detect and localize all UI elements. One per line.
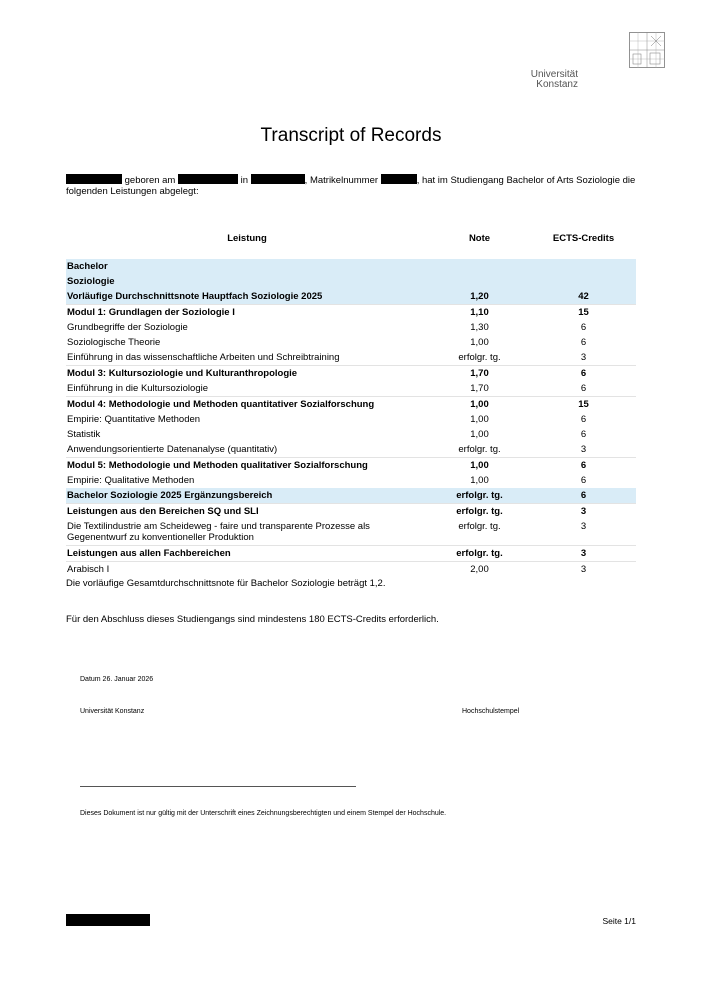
intro-rest-text: , hat im Studiengang Bachelor of Arts Soziologie die folgenden Leistungen abgelegt: (66, 175, 636, 197)
row-label: Einführung in die Kultursoziologie (67, 383, 209, 394)
row-label: Grundbegriffe der Soziologie (67, 322, 188, 333)
row-ects: 42 (531, 289, 636, 305)
row-grade: 1,70 (470, 383, 489, 394)
row-ects: 3 (531, 562, 636, 578)
table-row (66, 381, 636, 397)
redacted-footer-id (66, 914, 150, 926)
table-row (66, 504, 636, 520)
redacted-name (66, 174, 122, 184)
row-ects: 3 (531, 504, 636, 520)
table-row (66, 289, 636, 305)
table-row (66, 320, 636, 335)
row-label: Modul 5: Methodologie und Methoden qualitativer Sozialforschung (66, 458, 428, 474)
document-title: Transcript of Records (260, 125, 442, 146)
table-row (66, 350, 636, 366)
row-ects: 6 (531, 366, 636, 382)
table-row (66, 305, 636, 321)
born-text: geboren am (124, 175, 176, 186)
matrikel-text: , Matrikelnummer (304, 175, 379, 186)
row-label: Leistungen aus allen Fachbereichen (66, 546, 428, 562)
page-number: Seite 1/1 (602, 916, 636, 926)
row-grade: erfolgr. tg. (458, 352, 501, 363)
row-grade: 1,00 (428, 458, 531, 474)
row-grade: erfolgr. tg. (458, 521, 501, 532)
table-row (66, 458, 636, 474)
grades-table-body (66, 251, 636, 577)
row-ects: 3 (531, 546, 636, 562)
logo-line-2: Konstanz (536, 79, 578, 90)
row-label: Die Textilindustrie am Scheideweg - faire und transparente Prozesse als Gegenentwurf zu konventioneller Produktion (67, 521, 370, 543)
table-row (66, 546, 636, 562)
average-note: Die vorläufige Gesamtdurchschnittsnote für Bachelor Soziologie beträgt 1,2. (66, 578, 386, 589)
row-label: Soziologische Theorie (67, 337, 161, 348)
row-label: Anwendungsorientierte Datenanalyse (quantitativ) (67, 444, 278, 455)
row-label: Modul 1: Grundlagen der Soziologie I (66, 305, 428, 321)
stamp-label: Hochschulstempel (462, 708, 520, 715)
row-label: Modul 4: Methodologie und Methoden quantitativer Sozialforschung (66, 397, 428, 413)
signature-issuer: Universität Konstanz (80, 708, 145, 715)
row-label: Soziologie (66, 274, 428, 289)
table-row (66, 335, 636, 350)
row-label: Bachelor Soziologie 2025 Ergänzungsbereich (66, 488, 428, 504)
table-row (66, 473, 636, 488)
table-row (66, 259, 636, 274)
row-grade: 1,00 (470, 414, 489, 425)
row-grade: 1,00 (428, 397, 531, 413)
row-ects: 6 (531, 458, 636, 474)
table-row (66, 274, 636, 289)
row-label: Statistik (67, 429, 101, 440)
redacted-birthplace (251, 174, 305, 184)
row-ects: 3 (580, 521, 587, 532)
table-row (66, 519, 636, 546)
in-text: in (240, 175, 249, 186)
table-row (66, 562, 636, 578)
row-ects: 6 (580, 383, 587, 394)
row-ects: 6 (580, 475, 587, 486)
row-ects: 3 (580, 352, 587, 363)
row-label: Vorläufige Durchschnittsnote Hauptfach Soziologie 2025 (66, 289, 428, 305)
row-grade: 1,00 (470, 337, 489, 348)
row-ects: 6 (580, 414, 587, 425)
row-ects: 15 (531, 397, 636, 413)
row-label: Bachelor (66, 259, 428, 274)
table-row (66, 366, 636, 382)
redacted-birthdate (178, 174, 238, 184)
row-grade: 1,00 (470, 429, 489, 440)
intro-paragraph (66, 174, 636, 197)
row-label: Arabisch I (66, 562, 428, 578)
row-label: Einführung in das wissenschaftliche Arbeiten und Schreibtraining (67, 352, 340, 363)
row-ects (531, 259, 636, 274)
row-grade: erfolgr. tg. (428, 546, 531, 562)
row-label: Leistungen aus den Bereichen SQ und SLI (66, 504, 428, 520)
table-row (66, 397, 636, 413)
row-grade (428, 274, 531, 289)
header-leistung: Leistung (227, 233, 267, 244)
logo-line-1: Universität (530, 69, 578, 80)
row-grade: 1,30 (470, 322, 489, 333)
row-ects: 3 (580, 444, 587, 455)
header-note: Note (468, 233, 491, 244)
row-label: Empirie: Qualitative Methoden (67, 475, 195, 486)
university-logo (530, 30, 640, 90)
validity-note: Dieses Dokument ist nur gültig mit der Unterschrift eines Zeichnungsberechtigten und einem Stempel der Hochschule. (80, 810, 447, 817)
row-grade: 2,00 (428, 562, 531, 578)
row-grade: 1,20 (428, 289, 531, 305)
university-crest-icon (629, 32, 665, 68)
logo-text (531, 70, 578, 90)
row-ects: 6 (580, 322, 587, 333)
grades-table (66, 226, 636, 577)
row-ects: 15 (531, 305, 636, 321)
header-ects: ECTS-Credits (552, 233, 615, 244)
signature-date: Datum 26. Januar 2026 (80, 676, 154, 683)
row-grade: 1,70 (428, 366, 531, 382)
signature-line (80, 786, 356, 787)
row-grade: erfolgr. tg. (428, 504, 531, 520)
row-ects: 6 (580, 337, 587, 348)
row-ects (531, 274, 636, 289)
table-row (66, 442, 636, 458)
row-grade: 1,10 (428, 305, 531, 321)
row-label: Empirie: Quantitative Methoden (67, 414, 201, 425)
table-header-row (66, 226, 636, 251)
row-label: Modul 3: Kultursoziologie und Kulturanthropologie (66, 366, 428, 382)
table-row (66, 488, 636, 504)
row-grade (428, 259, 531, 274)
redacted-matrikelnummer (381, 174, 417, 184)
requirement-note: Für den Abschluss dieses Studiengangs sind mindestens 180 ECTS-Credits erforderlich. (66, 614, 439, 625)
row-grade: erfolgr. tg. (428, 488, 531, 504)
table-row (66, 412, 636, 427)
row-ects: 6 (531, 488, 636, 504)
row-grade: 1,00 (470, 475, 489, 486)
row-grade: erfolgr. tg. (458, 444, 501, 455)
row-ects: 6 (580, 429, 587, 440)
table-row (66, 427, 636, 442)
